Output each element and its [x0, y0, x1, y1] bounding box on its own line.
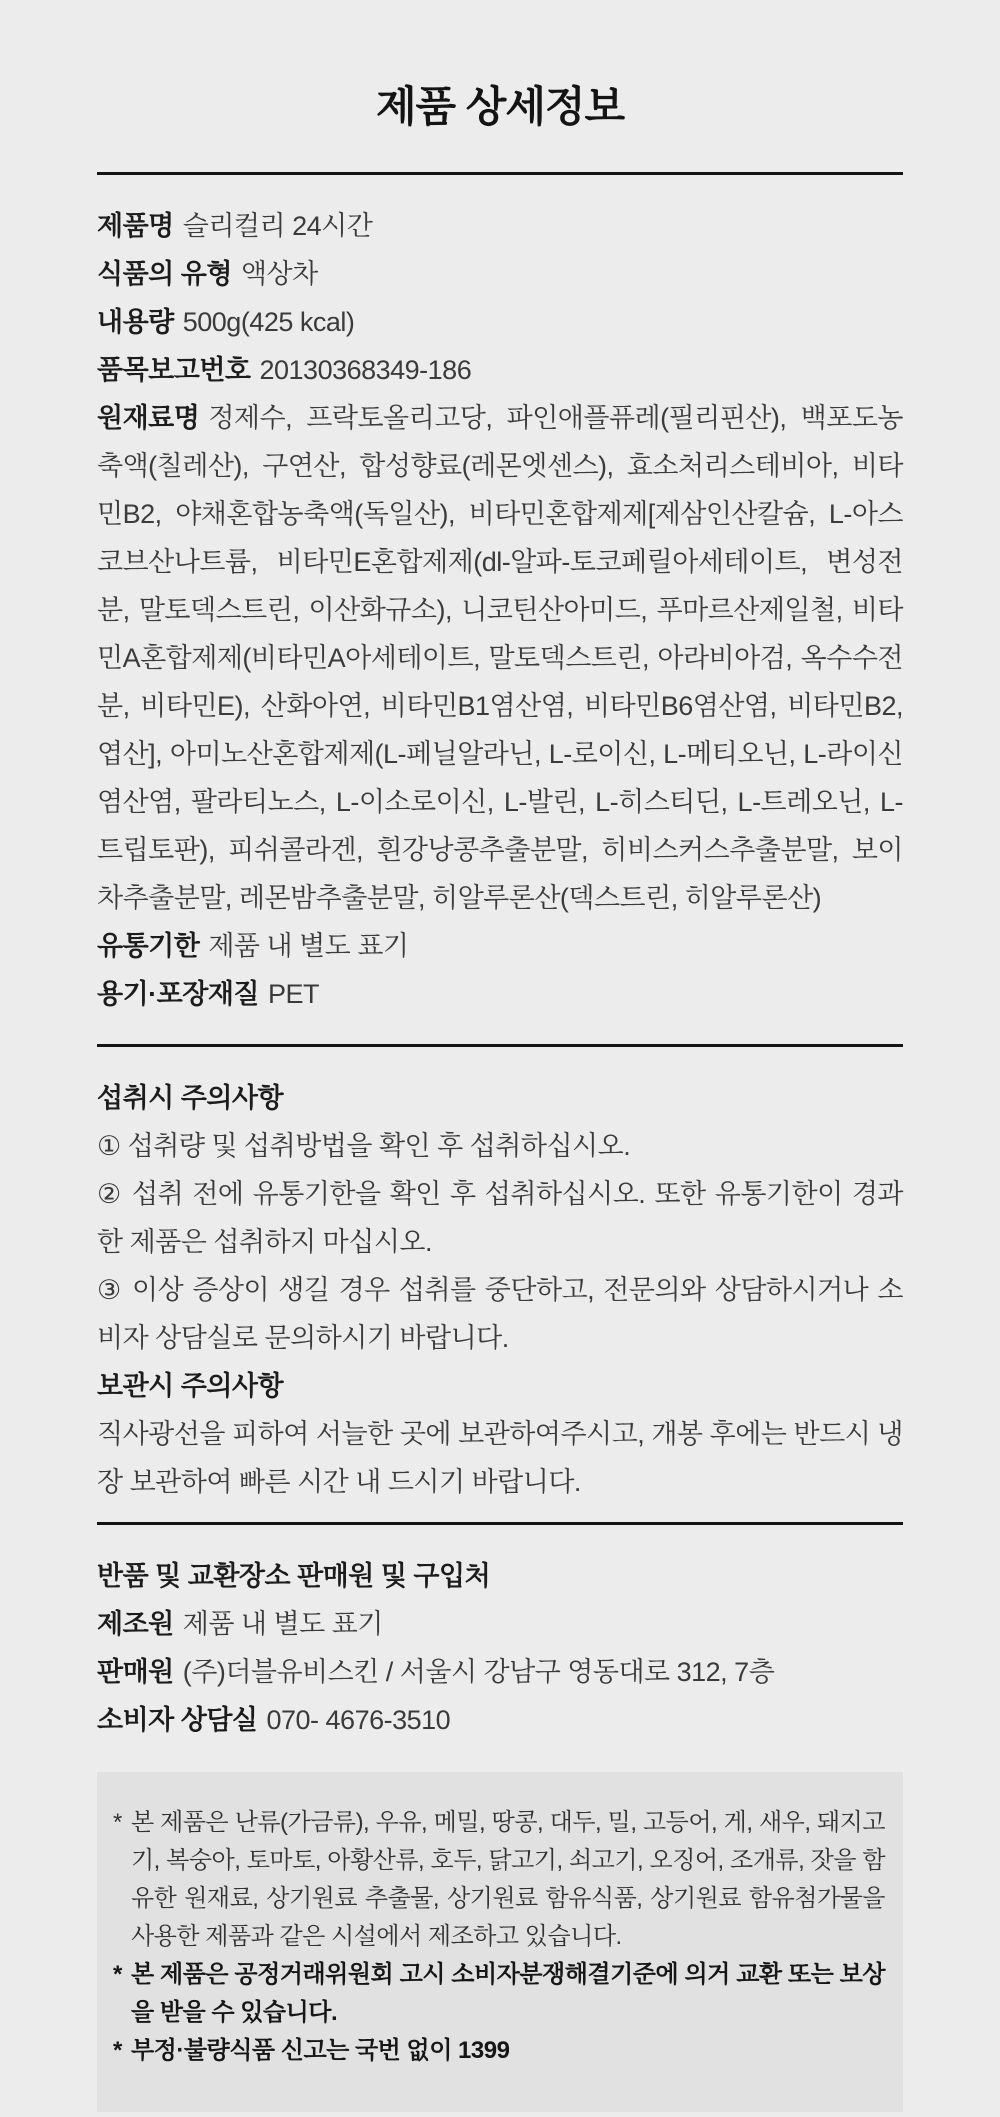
notice-text: 부정·불량식품 신고는 국번 없이 1399 — [131, 2037, 510, 2065]
field-value: PET — [267, 979, 319, 1010]
product-detail-page — [97, 0, 903, 2112]
product-info-section — [97, 202, 903, 1018]
seller-info-section — [97, 1552, 903, 1744]
field-product-name — [97, 202, 903, 250]
notice-text: 본 제품은 난류(가금류), 우유, 메밀, 땅콩, 대두, 밀, 고등어, 게, 새우, 돼지고기, 복숭아, 토마토, 아황산류, 호두, 닭고기, 쇠고기, 오징어, 조개류, 잣을 함유한 원재료, 상기원료 추출물, 상기원료 함유식품, 상기원료 함유첨가물을 사용한 제품과 같은 시설에서 제조하고 있습니다. — [131, 1809, 885, 1951]
seller-section-heading: 반품 및 교환장소 판매원 및 구입처 — [97, 1561, 491, 1592]
field-label: 제품명 — [97, 211, 174, 242]
field-label: 용기·포장재질 — [97, 979, 259, 1010]
field-value: 슬리컬리 24시간 — [182, 211, 373, 242]
field-label: 제조원 — [97, 1609, 174, 1640]
field-manufacturer — [97, 1600, 903, 1648]
allergen-notice-box — [97, 1772, 903, 2112]
field-label: 소비자 상담실 — [97, 1705, 258, 1736]
notice-item-compensation — [113, 1956, 885, 2032]
field-label: 판매원 — [97, 1657, 174, 1688]
field-value: 070- 4676-3510 — [266, 1705, 451, 1736]
intake-precaution-item: ① 섭취량 및 섭취방법을 확인 후 섭취하십시오. — [97, 1131, 631, 1162]
notice-item-report-hotline — [113, 2032, 885, 2070]
field-value: 제품 내 별도 표기 — [182, 1609, 383, 1640]
page-title: 제품 상세정보 — [375, 83, 625, 130]
field-consumer-hotline — [97, 1696, 903, 1744]
storage-precaution-text: 직사광선을 피하여 서늘한 곳에 보관하여주시고, 개봉 후에는 반드시 냉장 보관하여 빠른 시간 내 드시기 바랍니다. — [97, 1419, 903, 1498]
field-report-number — [97, 346, 903, 394]
field-seller — [97, 1648, 903, 1696]
field-label: 원재료명 — [97, 403, 200, 434]
asterisk-marker: * — [113, 2037, 122, 2065]
divider-bottom — [97, 1522, 903, 1525]
field-value: 제품 내 별도 표기 — [208, 931, 409, 962]
asterisk-marker: * — [113, 1809, 122, 1837]
field-value: 정제수, 프락토올리고당, 파인애플퓨레(필리핀산), 백포도농축액(칠레산), 구연산, 합성향료(레몬엣센스), 효소처리스테비아, 비타민B2, 야채혼합농축액(독일산), 비타민혼합제제[제삼인산칼슘, L-아스코브산나트륨, 비타민E혼합제제(dl-알파-토코페릴아세테이트, 변성전분, 말토덱스트린, 이산화규소), 니코틴산아미드, 푸마르산제일철, 비타민A혼합제제(비타민A아세테이트, 말토덱스트린, 아라비아검, 옥수수전분, 비타민E), 산화아연, 비타민B1염산염, 비타민B6염산염, 비타민B2, 엽산], 아미노산혼합제제(L-페닐알라닌, L-로이신, L-메티오닌, L-라이신염산염, 팔라티노스, L-이소로이신, L-발린, L-히스티딘, L-트레오닌, L-트립토판), 피쉬콜라겐, 흰강낭콩추출분말, 히비스커스추출분말, 보이차추출분말, 레몬밤추출분말, 히알루론산(덱스트린, 히알루론산) — [97, 403, 903, 914]
notice-text: 본 제품은 공정거래위원회 고시 소비자분쟁해결기준에 의거 교환 또는 보상을 받을 수 있습니다. — [131, 1961, 885, 2027]
divider-top — [97, 172, 903, 175]
field-ingredients — [97, 394, 903, 922]
field-food-type — [97, 250, 903, 298]
intake-precaution-item: ② 섭취 전에 유통기한을 확인 후 섭취하십시오. 또한 유통기한이 경과한 제품은 섭취하지 마십시오. — [97, 1179, 903, 1258]
notice-item-allergen — [113, 1804, 885, 1956]
field-label: 품목보고번호 — [97, 355, 251, 386]
asterisk-marker: * — [113, 1961, 122, 1989]
field-label: 내용량 — [97, 307, 174, 338]
field-label: 식품의 유형 — [97, 259, 232, 290]
storage-precautions-heading: 보관시 주의사항 — [97, 1371, 284, 1402]
field-value: 500g(425 kcal) — [182, 307, 355, 338]
divider-middle — [97, 1044, 903, 1047]
field-value: (주)더블유비스킨 / 서울시 강남구 영동대로 312, 7층 — [182, 1657, 775, 1688]
intake-precaution-item: ③ 이상 증상이 생길 경우 섭취를 중단하고, 전문의와 상담하시거나 소비자 상담실로 문의하시기 바랍니다. — [97, 1275, 903, 1354]
field-value: 20130368349-186 — [259, 355, 472, 386]
field-value: 액상차 — [240, 259, 318, 290]
intake-precautions-heading: 섭취시 주의사항 — [97, 1083, 284, 1114]
field-packaging — [97, 970, 903, 1018]
field-net-content — [97, 298, 903, 346]
field-expiration — [97, 922, 903, 970]
field-label: 유통기한 — [97, 931, 200, 962]
precautions-section — [97, 1074, 903, 1506]
